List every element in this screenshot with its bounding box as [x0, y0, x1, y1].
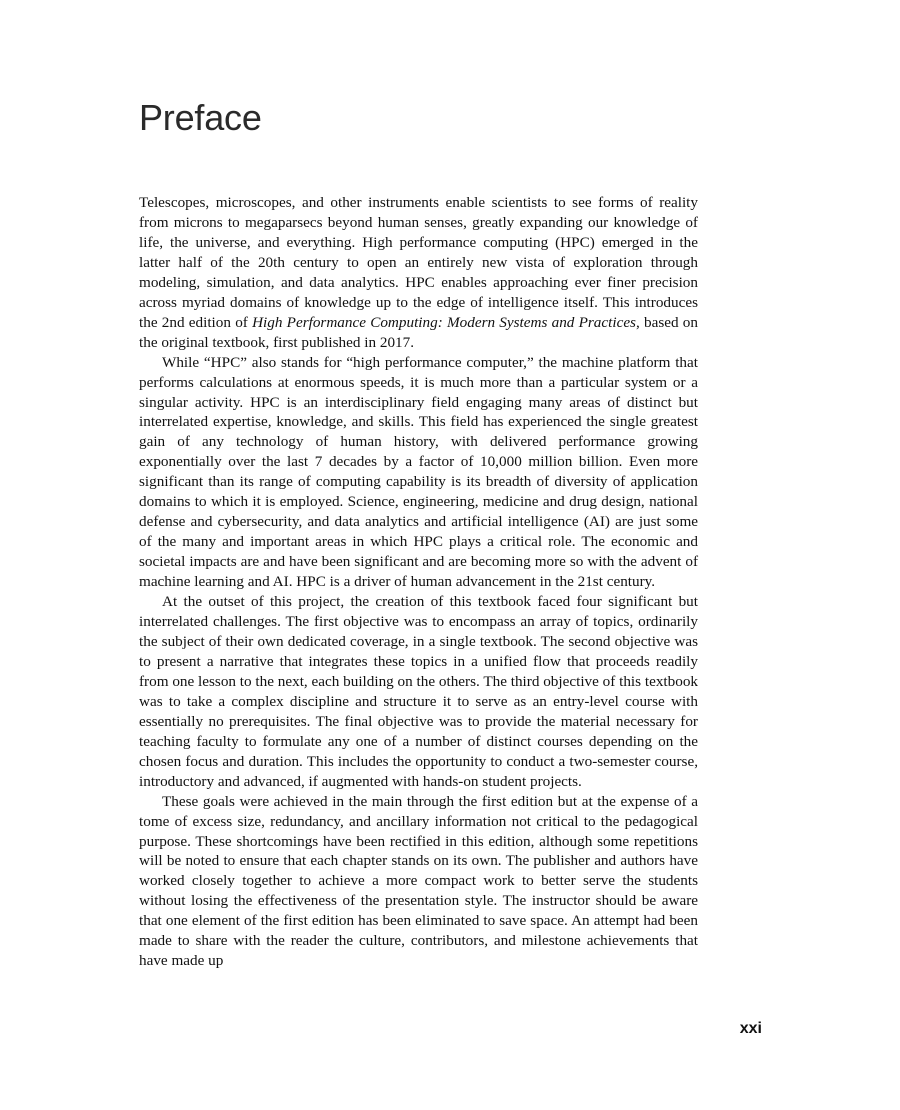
page-title: Preface	[139, 97, 262, 138]
paragraph-3: At the outset of this project, the creation of this textbook faced four significant but interrelated challenges. The first objective was to encompass an array of topics, ordinarily the subject of their own dedicated coverage, in a single textbook. The second objective was to present a narrative that integrates these topics in a unified flow that proceeds readily from one lesson to the next, each building on the others. The third objective of this textbook was to take a complex discipline and structure it to serve as an entry-level course with essentially no prerequisites. The final objective was to provide the material necessary for teaching faculty to formulate any one of a number of distinct courses depending on the chosen focus and duration. This includes the opportunity to conduct a two-semester course, introductory and advanced, if augmented with hands-on student projects.	[139, 593, 699, 790]
paragraph-1-text-end: , based on the original textbook, first published in 2017.	[139, 313, 698, 351]
preface-body	[139, 193, 698, 971]
paragraph-2: While “HPC” also stands for “high performance computer,” the machine platform that performs calculations at enormous speeds, it is much more than a particular system or a singular activity. HPC is an interdisciplinary field engaging many areas of distinct but interrelated expertise, knowledge, and skills. This field has experienced the single greatest gain of any technology of human history, with delivered performance growing exponentially over the last 7 decades by a factor of 10,000 million billion. Even more significant than its range of computing capability is its breadth of diversity of application domains to which it is employed. Science, engineering, medicine and drug design, national defense and cybersecurity, and data analytics and artificial intelligence (AI) are just some of the many and important areas in which HPC plays a critical role. The economic and societal impacts are and have been significant and are becoming more so with the advent of machine learning and AI. HPC is a driver of human advancement in the 21st century.	[139, 353, 698, 591]
paragraph-4: These goals were achieved in the main through the first edition but at the expense of a tome of excess size, redundancy, and ancillary information not critical to the pedagogical purpose. These shortcomings have been rectified in this edition, although some repetitions will be noted to ensure that each chapter stands on its own. The publisher and authors have worked closely together to achieve a more compact work to better serve the students without losing the effectiveness of the presentation style. The instructor should be aware that one element of the first edition has been eliminated to save space. An attempt had been made to share with the reader the culture, contributors, and milestone achievements that have made up	[139, 792, 698, 970]
paragraph-1	[139, 193, 698, 353]
paragraph-1-text-start: Telescopes, microscopes, and other instruments enable scientists to see forms of reality from microns to megaparsecs beyond human senses, greatly expanding our knowledge of life, the universe, and everything. High performance computing (HPC) emerged in the latter half of the 20th century to open an entirely new vista of exploration through modeling, simulation, and data analytics. HPC enables approaching ever finer precision across myriad domains of knowledge up to the edge of intelligence itself. This introduces the 2nd edition of	[139, 194, 698, 331]
page-number: xxi	[739, 1020, 762, 1037]
book-title: High Performance Computing: Modern Systems and Practices	[252, 313, 636, 331]
